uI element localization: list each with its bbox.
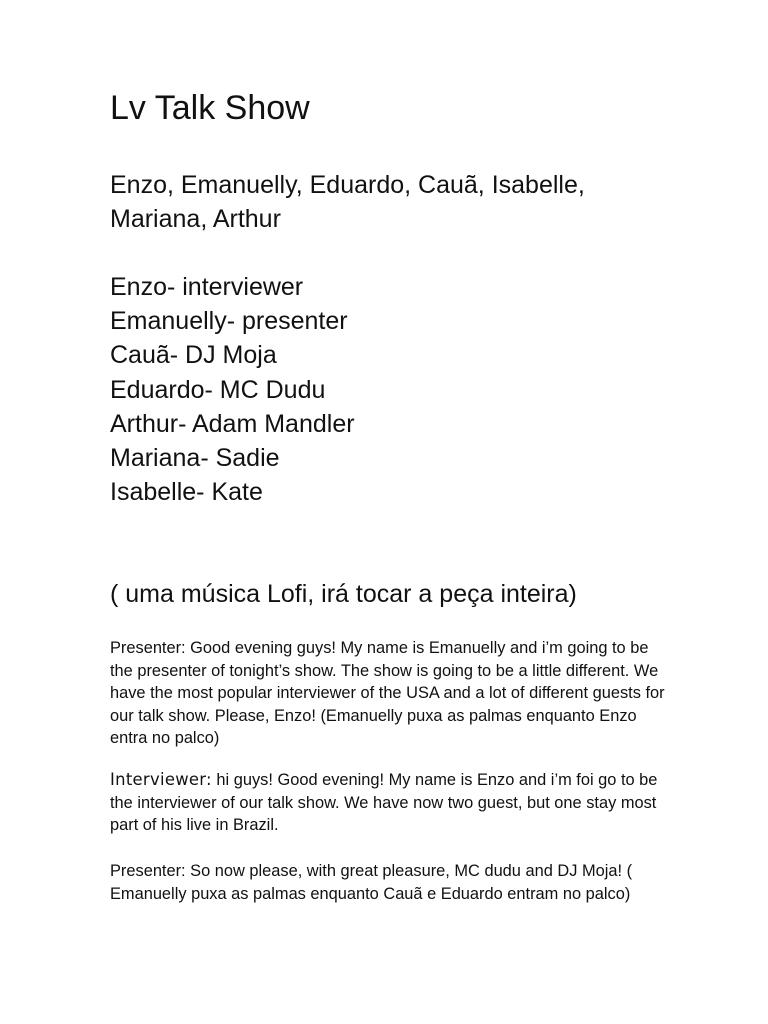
speaker-label: Interviewer: xyxy=(110,770,212,789)
speaker-label: Presenter: xyxy=(110,862,186,880)
dialogue-paragraph xyxy=(110,860,670,905)
dialogue-text: Good evening guys! My name is Emanuelly and i’m going to be the presenter of tonight’s show. The show is going to be a little different. We have the most popular interviewer of the USA and a lot of different guests for our talk show. Please, Enzo! (Emanuelly puxa as palmas enquanto Enzo entra no palco) xyxy=(110,639,665,748)
role-line: Enzo- interviewer xyxy=(110,273,304,301)
role-line: Eduardo- MC Dudu xyxy=(110,375,326,404)
role-line: Mariana- Sadie xyxy=(110,444,280,473)
speaker-label: Presenter: xyxy=(110,639,186,657)
role-line: Emanuelly- presenter xyxy=(110,307,348,336)
role-line: Isabelle- Kate xyxy=(110,478,263,507)
dialogue-text: So now please, with great pleasure, MC dudu and DJ Moja! ( Emanuelly puxa as palmas enquanto Cauã e Eduardo entram no palco) xyxy=(110,862,633,903)
role-line: Arthur- Adam Mandler xyxy=(110,409,355,438)
music-note: ( uma música Lofi, irá tocar a peça inteira) xyxy=(110,580,577,608)
cast-list: Enzo, Emanuelly, Eduardo, Cauã, Isabelle, Mariana, Arthur xyxy=(110,171,585,233)
roles-list xyxy=(110,270,355,509)
dialogue-paragraph xyxy=(110,637,670,750)
dialogue-paragraph xyxy=(110,769,670,837)
role-line: Cauã- DJ Moja xyxy=(110,341,277,370)
document-title: Lv Talk Show xyxy=(110,89,310,127)
dialogue-text: hi guys! Good evening! My name is Enzo and i’m foi go to be the interviewer of our talk show. We have now two guest, but one stay most part of his live in Brazil. xyxy=(110,771,658,835)
